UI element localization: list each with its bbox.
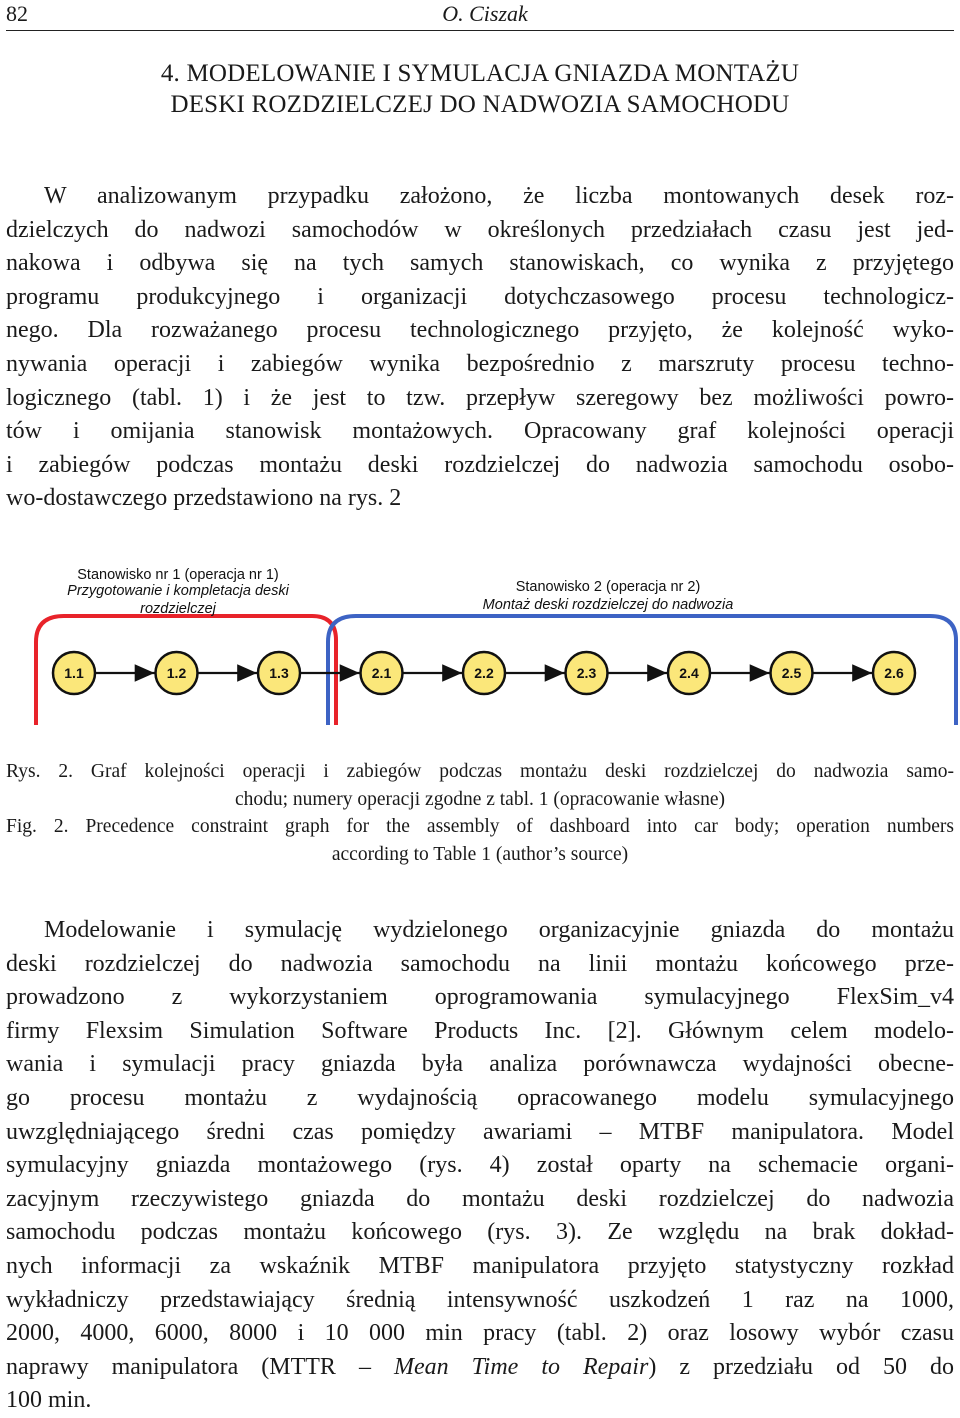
paragraph-line: tów i omijania stanowisk montażowych. Opracowany graf kolejności operacji	[6, 418, 954, 445]
running-author: O. Ciszak	[442, 1, 528, 26]
paragraph-line: programu produkcyjnego i organizacji dotychczasowego procesu technologicz-	[6, 283, 954, 310]
paragraph-line: firmy Flexsim Simulation Software Products Inc. [2]. Głównym celem modelo-	[6, 1017, 954, 1044]
operation-node-label: 2.6	[884, 665, 904, 681]
operation-node-label: 2.1	[371, 665, 392, 681]
paragraph-line: uwzględniającego średni czas pomiędzy awariami – MTBF manipulatora. Model	[6, 1118, 954, 1145]
operation-node-label: 1.1	[64, 665, 84, 681]
paragraph-line: i zabiegów podczas montażu deski rozdzielczej do nadwozia samochodu osobo-	[6, 451, 954, 478]
precedence-graph-figure	[30, 560, 960, 730]
station-2-frame	[328, 616, 956, 725]
operation-node-label: 2.5	[781, 665, 802, 681]
precedence-graph	[30, 560, 960, 730]
operation-node-label: 1.3	[269, 665, 289, 681]
section-heading	[0, 58, 960, 120]
paragraph-line: wania i symulacji pracy gniazda była analiza porównawcza wydajności obecne-	[6, 1051, 954, 1078]
caption-line: according to Table 1 (author’s source)	[331, 844, 629, 865]
paragraph-line: samochodu podczas montażu końcowego (rys. 3). Ze względu na brak dokład-	[6, 1219, 954, 1246]
paragraph-line: zacyjnym rzeczywistego gniazda do montażu deski rozdzielczej do nadwozia	[6, 1185, 954, 1212]
mttr-text-cont: ) z przedziału od 50 do	[648, 1353, 954, 1380]
section-heading-line: DESKI ROZDZIELCZEJ DO NADWOZIA SAMOCHODU	[170, 91, 790, 118]
caption-line: chodu; numery operacji zgodne z tabl. 1 (opracowanie własne)	[234, 789, 725, 810]
station-2-label: Stanowisko 2 (operacja nr 2)	[515, 579, 701, 595]
caption-line: Rys. 2. Graf kolejności operacji i zabiegów podczas montażu deski rozdzielczej do nadwozia samo-	[6, 761, 954, 782]
paragraph-line: deski rozdzielczej do nadwozia samochodu na linii montażu końcowego prze-	[6, 950, 954, 977]
operation-node-label: 2.3	[576, 665, 597, 681]
body-paragraph-2	[6, 914, 954, 1418]
station-2-subtitle: Montaż deski rozdzielczej do nadwozia	[482, 597, 734, 613]
paragraph-line: nywania operacji i zabiegów wynika bezpośrednio z marszruty procesu techno-	[6, 350, 954, 377]
operation-node-label: 2.2	[474, 665, 494, 681]
station-1-label: Stanowisko nr 1 (operacja nr 1)	[77, 567, 279, 583]
page-number: 82	[6, 1, 28, 26]
operation-node-label: 1.2	[166, 665, 187, 681]
operation-node-label: 2.4	[679, 665, 699, 681]
graph-nodes	[53, 652, 915, 694]
paragraph-line: logicznego (tabl. 1) i że jest to tzw. przepływ szeregowy bez możliwości powro-	[6, 384, 954, 411]
mttr-definition: Mean Time to Repair	[393, 1353, 649, 1380]
paragraph-line: Modelowanie i symulację wydzielonego organizacyjnie gniazda do montażu	[44, 917, 954, 943]
paragraph-line: prowadzono z wykorzystaniem oprogramowania symulacyjnego FlexSim_v4	[6, 984, 954, 1011]
body-paragraph-1	[6, 180, 954, 516]
paragraph-line: wo-dostawczego przedstawiono na rys. 2	[6, 485, 402, 512]
paragraph-line: nego. Dla rozważanego procesu technologicznego przyjęto, że kolejność wyko-	[6, 317, 954, 344]
figure-caption-pl	[6, 758, 954, 814]
paragraph-line: 2000, 4000, 6000, 8000 i 10 000 min pracy (tabl. 2) oraz losowy wybór czasu	[6, 1320, 954, 1347]
paragraph-line: nakowa i odbywa się na tych samych stanowiskach, co wynika z przyjętego	[6, 250, 954, 277]
paragraph-line: nych informacji za wskaźnik MTBF manipulatora przyjęto statystyczny rozkład	[6, 1252, 954, 1279]
paragraph-line: go procesu montażu z wydajnością opracowanego modelu symulacyjnego	[6, 1084, 954, 1111]
paragraph-line	[6, 1351, 954, 1385]
mttr-text: naprawy manipulatora (MTTR –	[6, 1353, 394, 1380]
paragraph-line: dzielczych do nadwozi samochodów w określonych przedziałach czasu jest jed-	[6, 216, 954, 243]
station-1-subtitle-cont: rozdzielczej	[140, 601, 216, 617]
running-header	[6, 0, 954, 31]
paragraph-line: 100 min.	[6, 1387, 92, 1414]
section-heading-line: 4. MODELOWANIE I SYMULACJA GNIAZDA MONTAŻU	[160, 60, 800, 87]
station-1-subtitle: Przygotowanie i kompletacja deski	[67, 583, 289, 599]
paragraph-line: symulacyjny gniazda montażowego (rys. 4) został oparty na schemacie organi-	[6, 1152, 954, 1179]
paragraph-line: W analizowanym przypadku założono, że liczba montowanych desek roz-	[44, 183, 954, 209]
caption-line: Fig. 2. Precedence constraint graph for the assembly of dashboard into car body; operation numbers	[6, 816, 954, 837]
paragraph-line: wykładniczy przedstawiający średnią intensywność uszkodzeń 1 raz na 1000,	[6, 1286, 954, 1313]
figure-caption-en	[6, 813, 954, 869]
